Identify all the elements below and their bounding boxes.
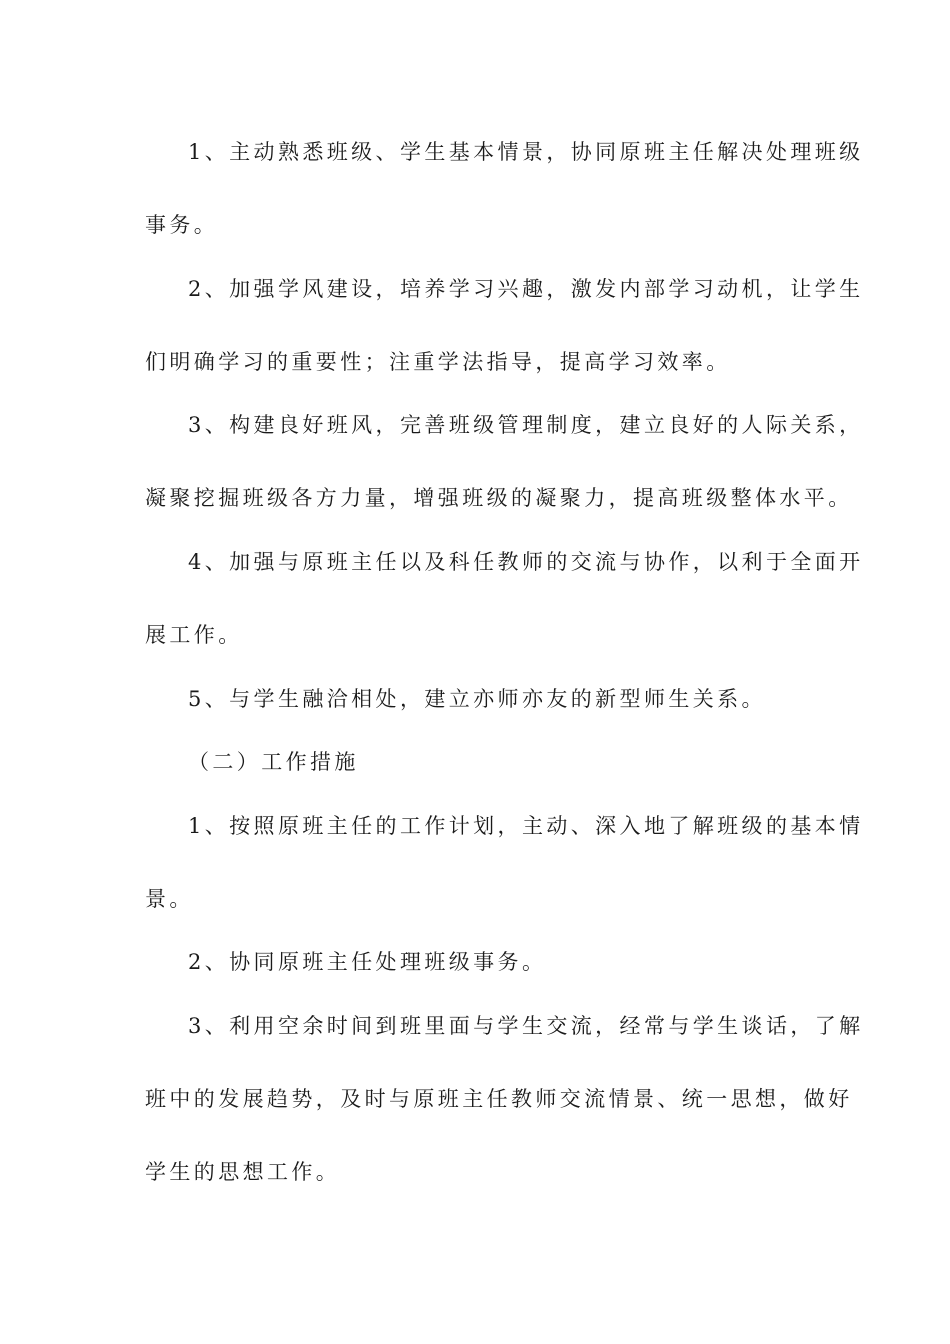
goal-1-line-2: 事务。 xyxy=(145,213,219,237)
goal-2-line-2: 们明确学习的重要性；注重学法指导，提高学习效率。 xyxy=(145,350,731,374)
goal-4-line-1: 4、加强与原班主任以及科任教师的交流与协作，以利于全面开 xyxy=(188,550,864,574)
goal-3-line-1: 3、构建良好班风，完善班级管理制度，建立良好的人际关系， xyxy=(188,413,864,437)
goal-5-line-1: 5、与学生融洽相处，建立亦师亦友的新型师生关系。 xyxy=(188,687,766,711)
measure-3-line-3: 学生的思想工作。 xyxy=(145,1160,341,1184)
goal-1-line-1: 1、主动熟悉班级、学生基本情景，协同原班主任解决处理班级 xyxy=(188,140,864,164)
goal-2-line-1: 2、加强学风建设，培养学习兴趣，激发内部学习动机，让学生 xyxy=(188,277,864,301)
measure-1-line-1: 1、按照原班主任的工作计划，主动、深入地了解班级的基本情 xyxy=(188,814,864,838)
goal-3-line-2: 凝聚挖掘班级各方力量，增强班级的凝聚力，提高班级整体水平。 xyxy=(145,486,853,510)
measure-3-line-2: 班中的发展趋势，及时与原班主任教师交流情景、统一思想，做好 xyxy=(145,1087,853,1111)
goal-4-line-2: 展工作。 xyxy=(145,623,243,647)
section-heading: （二）工作措施 xyxy=(188,750,359,774)
measure-2-line-1: 2、协同原班主任处理班级事务。 xyxy=(188,950,547,974)
measure-1-line-2: 景。 xyxy=(145,887,194,911)
measure-3-line-1: 3、利用空余时间到班里面与学生交流，经常与学生谈话，了解 xyxy=(188,1014,864,1038)
